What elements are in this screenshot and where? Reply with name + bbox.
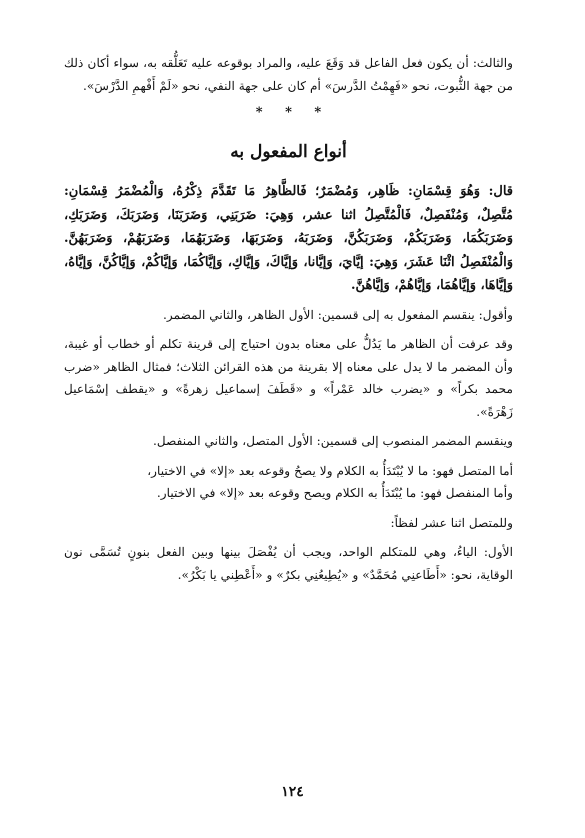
intro-paragraph: والثالث: أن يكون فعل الفاعل قد وَقَعَ عليه، والمراد بوقوعه عليه تَعَلُّقه به، سواء أكان ذلك من جهة الثُّبوت، نحو «فَهِمْتُ الدَّرسَ» أم كان على جهة النفي، نحو «لَمْ أَفْهمِ الدَّرْسَ». bbox=[64, 56, 513, 93]
section-title: أنواع المفعول به bbox=[230, 142, 347, 162]
commentary-paragraph-4b: وأما المنفصل فهو: ما يُبْتَدَأُ به الكلام ويصح وقوعه بعد «إلا» في الاختيار. bbox=[156, 486, 513, 500]
matn-text: قال: وَهُوَ قِسْمَانِ: ظَاهِر، وَمُضْمَرٌ؛ فَالظَّاهِرُ مَا تَقَدَّمَ ذِكْرُهُ، وَالْمُضْمَرُ قِسْمَانِ: مُتَّصِلٌ، وَمُنْفَصِلٌ، فَالْمُتَّصِلُ اثنا عشر، وَهِيَ: ضَرَبَنِي، وَضَرَبَنَا، وَضَرَبَكَ، وَضَرَبَكِ، وَضَرَبَكُمَا، وَضَرَبَكُمْ، وَضَرَبَكُنَّ، وَضَرَبَهُ، وَضَرَبَهَا، وَضَرَبَهُمَا، وَضَرَبَهُمْ، وَضَرَبَهُنَّ. وَالْمُنْفَصِلُ اثْنَا عَشَرَ، وَهِيَ: إيَّايَ، وَإيَّانا، وَإيَّاكَ، وَإيَّاكِ، وَإيَّاكُمَا، وَإيَّاكُمْ، وَإيَّاكُنَّ، وَإيَّاهُ، وَإيَّاهَا، وَإيَّاهُمَا، وَإيَّاهُمْ، وَإيَّاهُنَّ. bbox=[64, 184, 513, 293]
commentary-paragraph-3: وينقسم المضمر المنصوب إلى قسمين: الأول المتصل، والثاني المنفصل. bbox=[152, 434, 513, 448]
page-number: ١٢٤ bbox=[281, 784, 304, 800]
commentary-paragraph-5: وللمتصل اثنا عشر لفظاً: bbox=[390, 515, 513, 530]
commentary-paragraph-1: وأقول: ينقسم المفعول به إلى قسمين: الأول الظاهر، والثاني المضمر. bbox=[162, 307, 513, 322]
commentary-paragraph-6: الأول: الياءُ، وهي للمتكلم الواحد، ويجب أن يُفْصَلَ بينها وبين الفعل بنونٍ تُسَمَّى نون الوقاية، نحو: «أَطَاعنِي مُحَمَّدٌ» و «يُطِيعُنِي بكرٌ» و «أَعْطِني يا بَكْرُ». bbox=[64, 545, 513, 582]
commentary-paragraph-2: وقد عرفت أن الظاهر ما يَدُلُّ على معناه بدون احتياج إلى قرينة تكلم أو خطاب أو غيبة، وأن المضمر ما لا يدل على معناه إلا بقرينة من هذه القرائن الثلاث؛ فمثال الظاهر «ضرب محمد بكراً» و «يضرب خالد عَمْراً» و «قَطَفَ إسماعيل زهرةً» و «يقطف إسْمَاعيل زَهْرَةً». bbox=[64, 337, 513, 419]
commentary-paragraph-4a: أما المتصل فهو: ما لا يُبْتَدَأُ به الكلام ولا يصحُ وقوعه بعد «إلا» في الاختيار، bbox=[147, 463, 513, 478]
section-separator: * * * bbox=[255, 105, 322, 120]
